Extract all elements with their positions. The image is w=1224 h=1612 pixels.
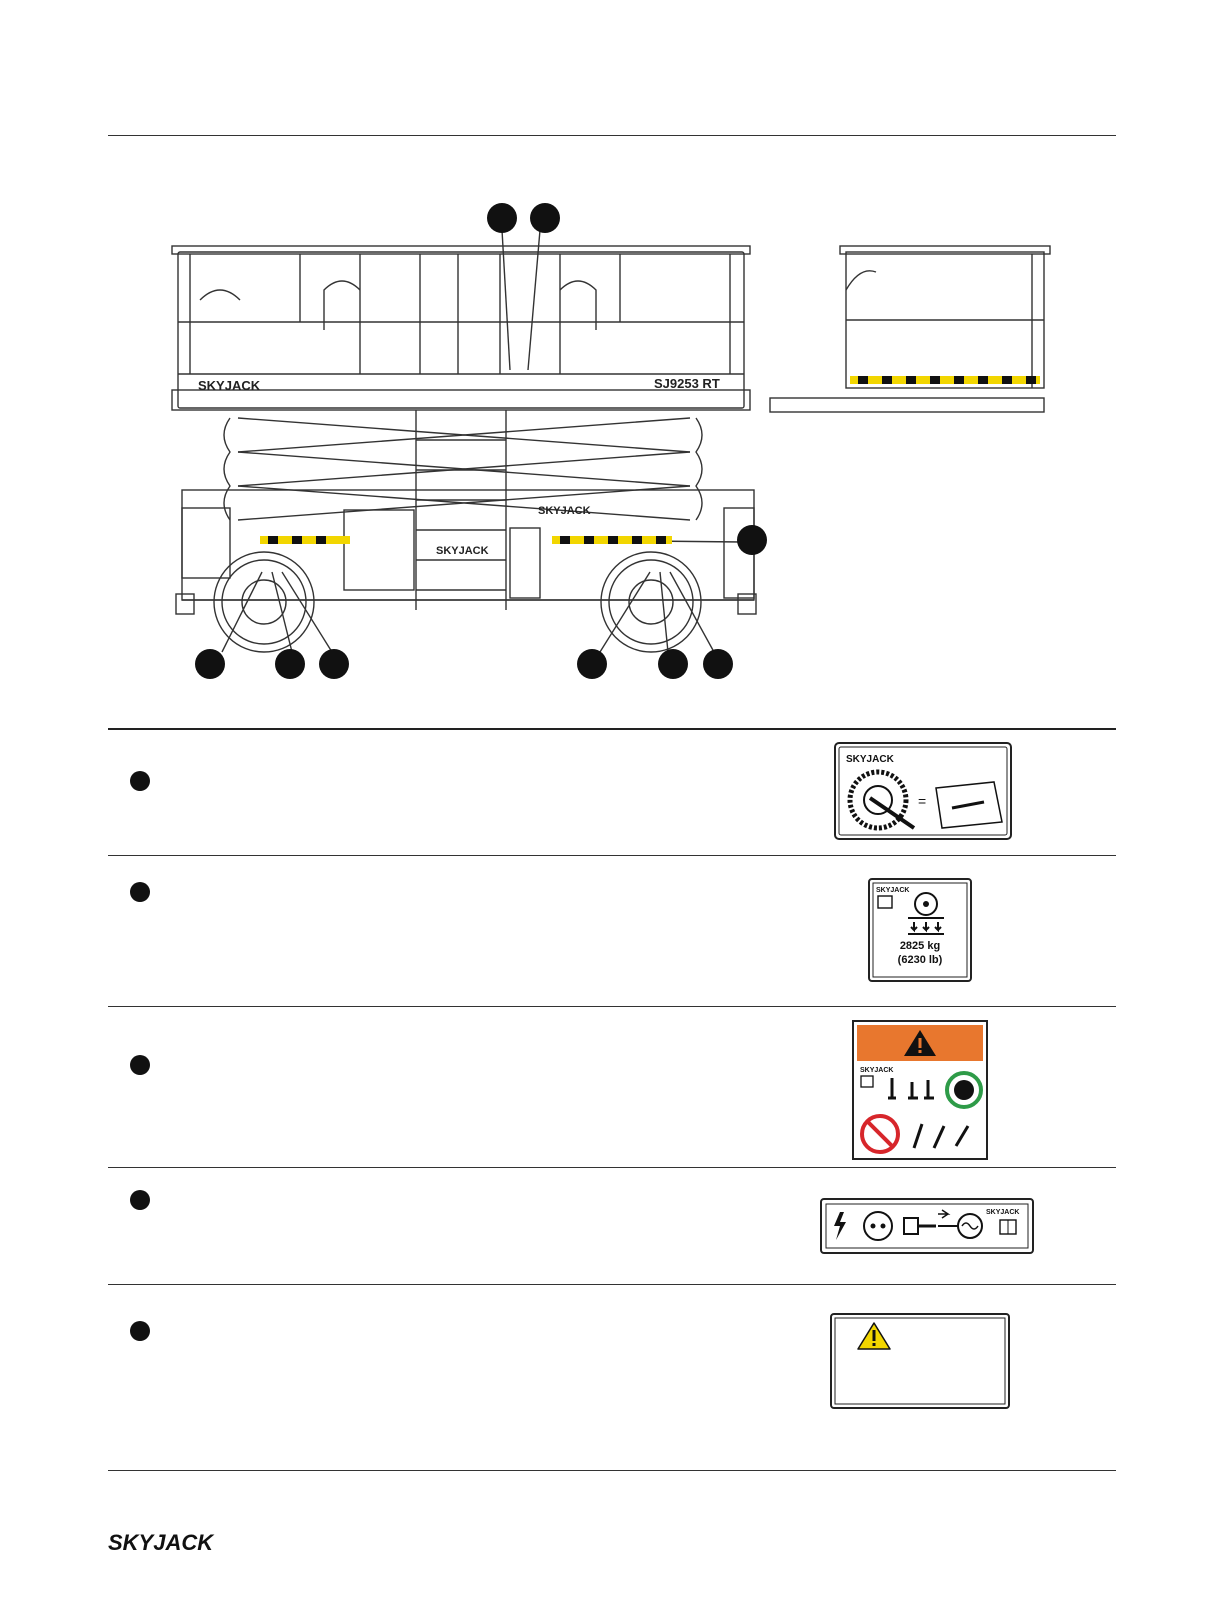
pneumatic-tire-warning-decal — [852, 1020, 988, 1160]
bullet-icon — [130, 1055, 150, 1075]
bullet-icon — [130, 771, 150, 791]
bullet-icon — [130, 1321, 150, 1341]
decal-row — [108, 856, 1116, 1006]
callout-dot — [658, 649, 688, 679]
bullet-icon — [130, 882, 150, 902]
callout-dot — [703, 649, 733, 679]
svg-text:=: = — [918, 793, 927, 809]
footer-logo-text: SKYJACK — [108, 1530, 214, 1555]
load-kg-text: 2825 kg — [899, 940, 941, 952]
callout-dot — [487, 203, 517, 233]
decal-row — [108, 1007, 1116, 1167]
chassis-logo-1: SKYJACK — [538, 505, 591, 517]
machine-diagram — [0, 190, 1224, 690]
callout-dot — [530, 203, 560, 233]
callout-dot — [737, 525, 767, 555]
footer-logo — [108, 1522, 238, 1562]
footer-rule — [108, 1470, 1116, 1471]
chassis-logo-2: SKYJACK — [436, 545, 489, 557]
model-label: SJ9253 RT — [654, 376, 720, 391]
decal-logo: SKYJACK — [860, 1067, 894, 1074]
decal-logo: SKYJACK — [846, 754, 894, 765]
header-rule — [108, 135, 1116, 136]
decal-logo: SKYJACK — [876, 887, 910, 894]
decal-logo: SKYJACK — [986, 1209, 1020, 1216]
platform-logo: SKYJACK — [198, 378, 261, 393]
callout-dot — [319, 649, 349, 679]
wheel-load-decal — [868, 878, 972, 982]
hazard-stripe — [260, 376, 1040, 544]
decal-row — [108, 1285, 1116, 1470]
bullet-icon — [130, 1190, 150, 1210]
callout-dot — [577, 649, 607, 679]
load-lb-text: (6230 lb) — [897, 954, 943, 966]
caution-triangle-decal — [830, 1313, 1010, 1409]
decal-row — [108, 729, 1116, 855]
callout-dot — [275, 649, 305, 679]
electrical-ac-plug-decal — [820, 1198, 1034, 1254]
callout-dot — [195, 649, 225, 679]
decal-row — [108, 1168, 1116, 1284]
wheel-maintenance-manual-decal — [834, 742, 1012, 840]
